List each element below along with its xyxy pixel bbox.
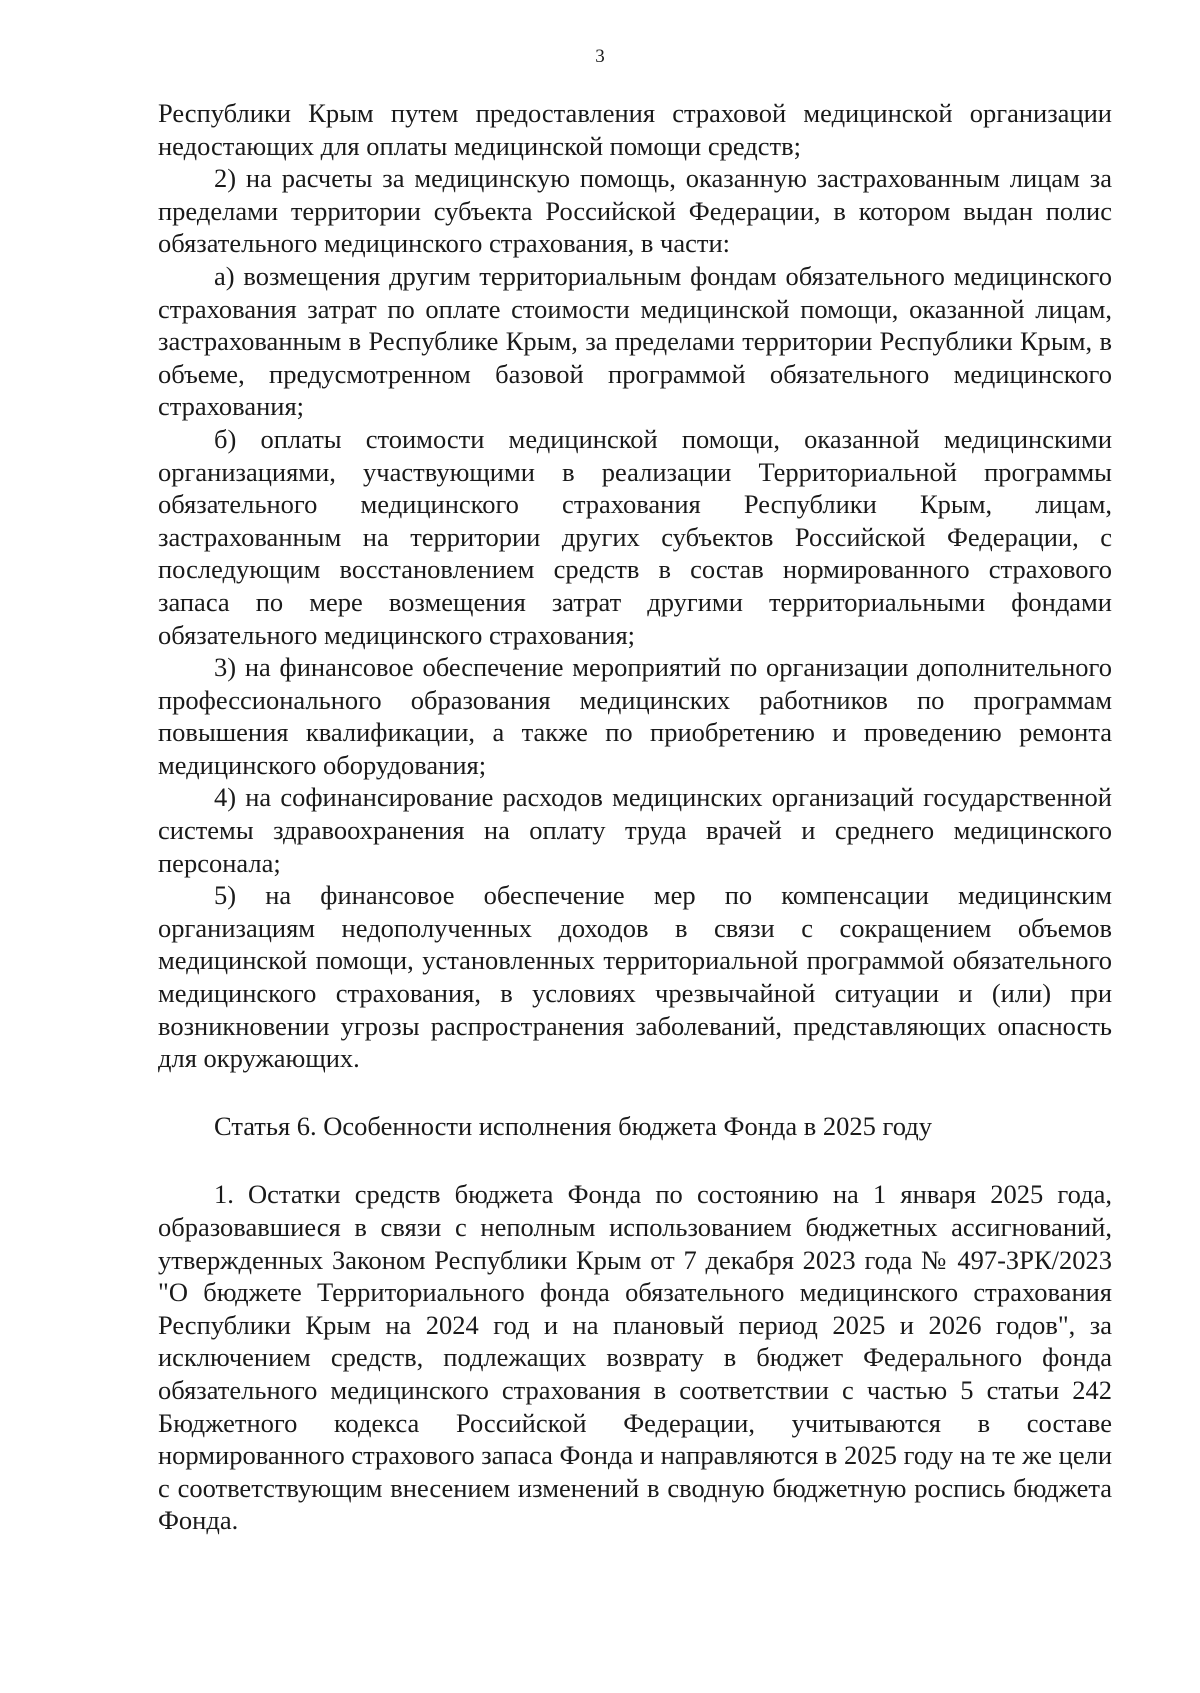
article-heading: Статья 6. Особенности исполнения бюджета Фонда в 2025 году — [214, 1110, 932, 1141]
page-number: 3 — [595, 46, 605, 67]
document-body — [158, 97, 1112, 1537]
list-item-4: 4) на софинансирование расходов медицинских организаций государственной системы здравоохранения на оплату труда врачей и среднего медицинского персонала; — [158, 782, 1112, 878]
list-item-3: 3) на финансовое обеспечение мероприятий по организации дополнительного профессионального образования медицинских работников по программам повышения квалификации, а также по приобретению и проведению ремонта медицинского оборудования; — [158, 652, 1112, 780]
list-item-5: 5) на финансовое обеспечение мер по компенсации медицинским организациям недополученных доходов в связи с сокращением объемов медицинской помощи, установленных территориальной программой обязательного медицинского страхования, в условиях чрезвычайной ситуации и (или) при возникновении угрозы распространения заболеваний, представляющих опасность для окружающих. — [158, 880, 1112, 1074]
list-item-2a: а) возмещения другим территориальным фондам обязательного медицинского страхования затрат по оплате стоимости медицинской помощи, оказанной лицам, застрахованным в Республике Крым, за пределами территории Республики Крым, в объеме, предусмотренном базовой программой обязательного медицинского страхования; — [158, 260, 1112, 422]
list-item-2b: б) оплаты стоимости медицинской помощи, оказанной медицинскими организациями, участвующими в реализации Территориальной программы обязательного медицинского страхования Республики Крым, лицам, застрахованным на территории других субъектов Российской Федерации, с последующим восстановлением средств в состав нормированного страхового запаса по мере возмещения затрат другими территориальными фондами обязательного медицинского страхования; — [158, 423, 1112, 650]
list-item-2: 2) на расчеты за медицинскую помощь, оказанную застрахованным лицам за пределами территории субъекта Российской Федерации, в котором выдан полис обязательного медицинского страхования, в части: — [158, 163, 1112, 259]
article-paragraph-1: 1. Остатки средств бюджета Фонда по состоянию на 1 января 2025 года, образовавшиеся в связи с неполным использованием бюджетных ассигнований, утвержденных Законом Республики Крым от 7 декабря 2023 года № 497-ЗРК/2023 "О бюджете Территориального фонда обязательного медицинского страхования Республики Крым на 2024 год и на плановый период 2025 и 2026 годов", за исключением средств, подлежащих возврату в бюджет Федерального фонда обязательного медицинского страхования в соответствии с частью 5 статьи 242 Бюджетного кодекса Российской Федерации, учитываются в составе нормированного страхового запаса Фонда и направляются в 2025 году на те же цели с соответствующим внесением изменений в сводную бюджетную роспись бюджета Фонда. — [158, 1179, 1112, 1536]
paragraph-continuation: Республики Крым путем предоставления страховой медицинской организации недостающих для оплаты медицинской помощи средств; — [158, 98, 1112, 161]
